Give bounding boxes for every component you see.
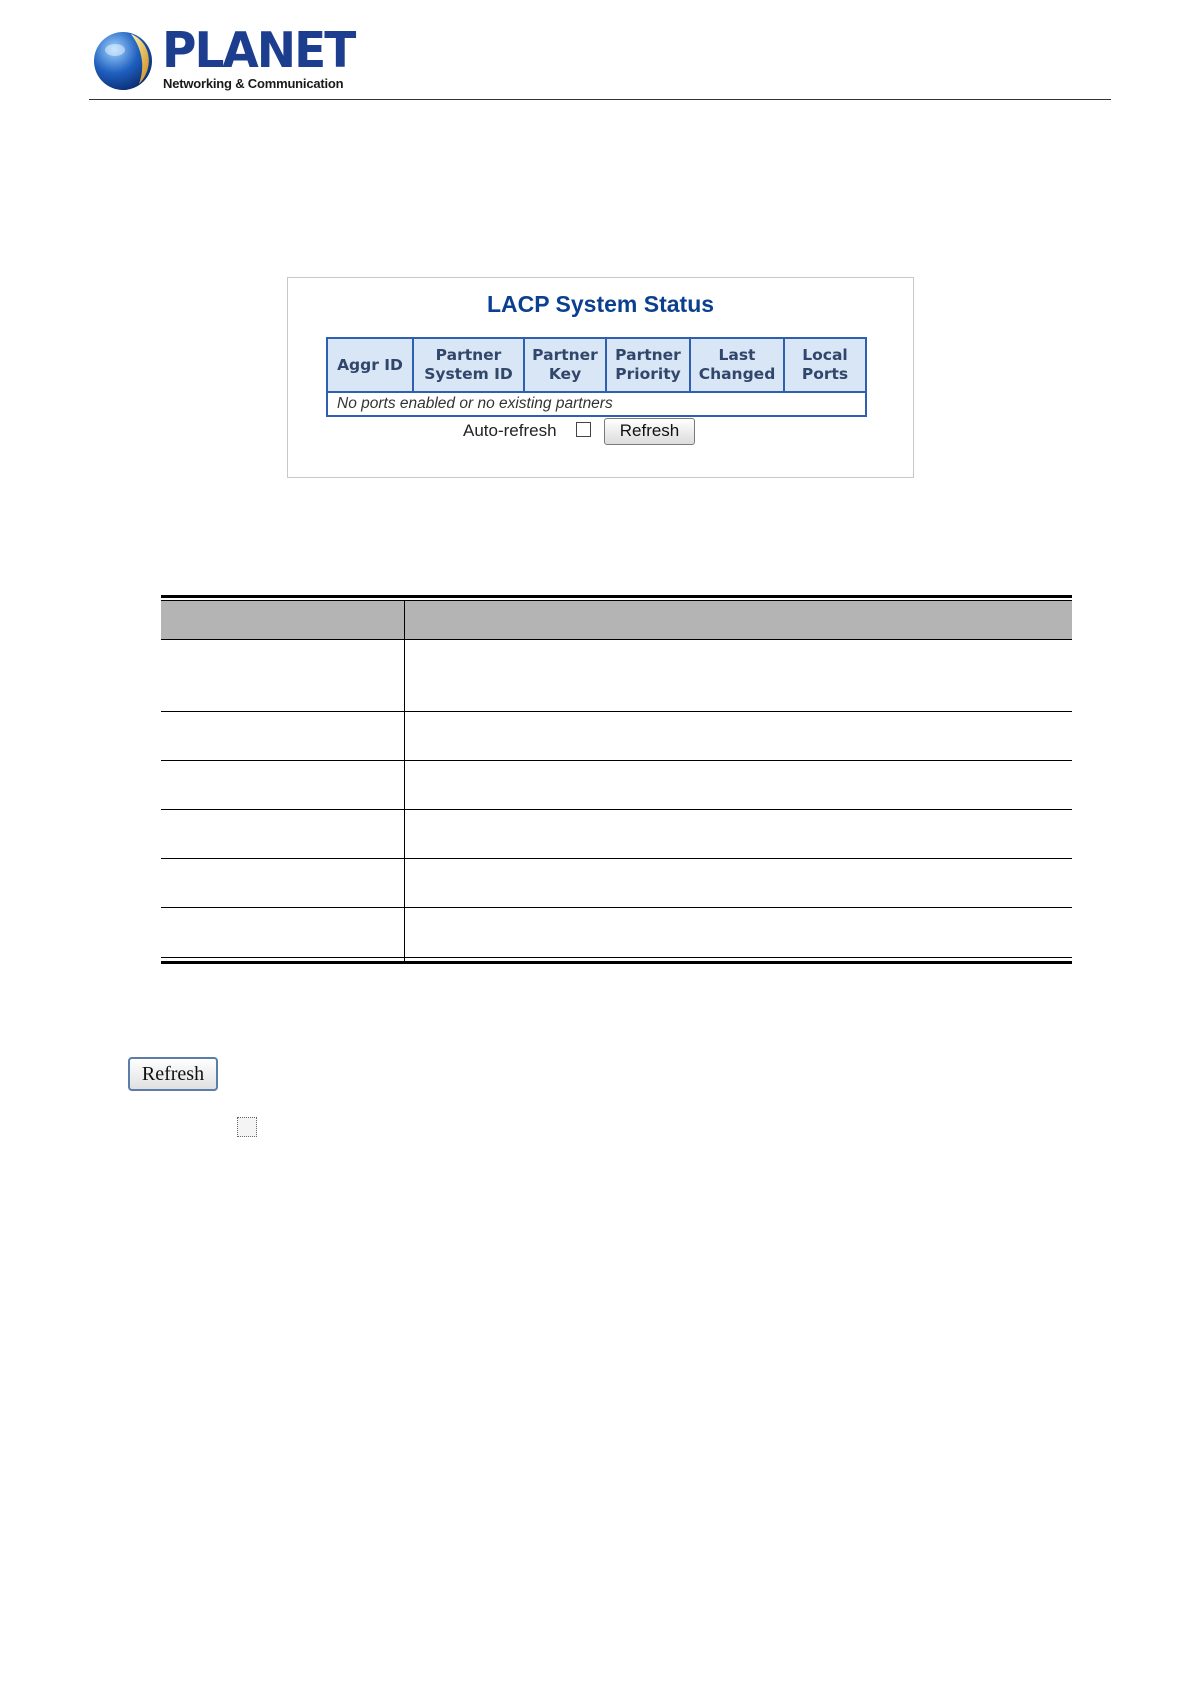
table-header-row bbox=[161, 601, 1072, 640]
lacp-status-panel bbox=[287, 277, 914, 478]
auto-refresh-checkbox-example[interactable] bbox=[237, 1117, 257, 1137]
table-row-divider bbox=[161, 711, 1072, 712]
globe-icon bbox=[93, 28, 155, 92]
auto-refresh-label: Auto-refresh bbox=[463, 421, 557, 440]
header-divider bbox=[89, 99, 1111, 100]
table-row bbox=[327, 392, 866, 416]
col-partner-system-id: Partner System ID bbox=[413, 338, 524, 392]
table-top-rule bbox=[161, 595, 1072, 598]
table-row-divider bbox=[161, 907, 1072, 908]
table-header-row bbox=[327, 338, 866, 392]
col-partner-key: Partner Key bbox=[524, 338, 606, 392]
table-row-divider bbox=[161, 858, 1072, 859]
table-row-divider bbox=[161, 760, 1072, 761]
empty-message: No ports enabled or no existing partners bbox=[327, 392, 866, 416]
refresh-button-example[interactable]: Refresh bbox=[128, 1057, 218, 1091]
lacp-status-table bbox=[326, 337, 867, 417]
logo-wordmark: PLANET bbox=[162, 22, 355, 80]
table-bottom-rule bbox=[161, 961, 1072, 964]
table-bottom-rule-inner bbox=[161, 957, 1072, 958]
logo-tagline: Networking & Communication bbox=[163, 76, 344, 91]
page-title: LACP System Status bbox=[486, 291, 715, 317]
planet-logo bbox=[93, 22, 355, 96]
table-row-divider bbox=[161, 809, 1072, 810]
auto-refresh-checkbox[interactable] bbox=[576, 422, 591, 437]
col-local-ports: Local Ports bbox=[784, 338, 866, 392]
col-partner-priority: Partner Priority bbox=[606, 338, 690, 392]
col-aggr-id: Aggr ID bbox=[327, 338, 413, 392]
col-last-changed: Last Changed bbox=[690, 338, 784, 392]
refresh-button[interactable]: Refresh bbox=[604, 418, 695, 445]
